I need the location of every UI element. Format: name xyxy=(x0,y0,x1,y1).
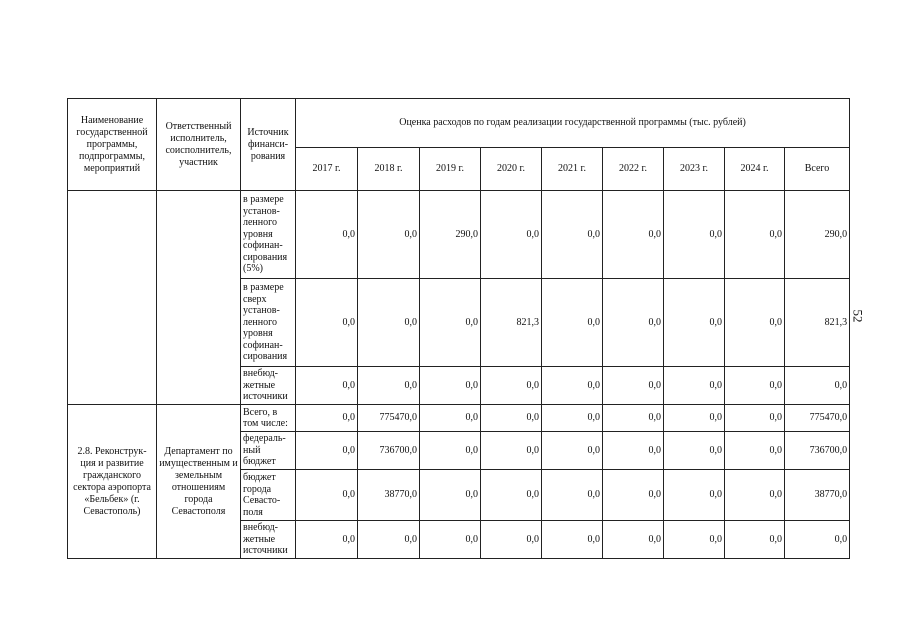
value-cell: 0,0 xyxy=(542,405,603,432)
total-cell: 0,0 xyxy=(785,521,850,559)
total-cell: 0,0 xyxy=(785,367,850,405)
value-cell: 0,0 xyxy=(358,191,420,279)
value-cell: 0,0 xyxy=(725,279,785,367)
source-cell: в размере сверх установ-ленного уровня софинан-сирования xyxy=(241,279,296,367)
header-year: 2019 г. xyxy=(420,148,481,191)
program-name-cell xyxy=(68,191,157,405)
total-cell: 775470,0 xyxy=(785,405,850,432)
header-name-col: Наименование государственной программы, подпрограммы, мероприятий xyxy=(68,99,157,191)
value-cell: 0,0 xyxy=(358,279,420,367)
value-cell: 0,0 xyxy=(420,521,481,559)
header-year: 2023 г. xyxy=(664,148,725,191)
source-cell: бюджет города Севасто-поля xyxy=(241,470,296,521)
value-cell: 0,0 xyxy=(664,279,725,367)
header-year: 2018 г. xyxy=(358,148,420,191)
header-estimate-title: Оценка расходов по годам реализации государственной программы (тыс. рублей) xyxy=(296,99,850,148)
value-cell: 0,0 xyxy=(603,432,664,470)
header-source-col: Источник финанси-рования xyxy=(241,99,296,191)
value-cell: 0,0 xyxy=(420,279,481,367)
value-cell: 0,0 xyxy=(603,405,664,432)
table-row xyxy=(68,405,850,432)
source-cell: федераль-ный бюджет xyxy=(241,432,296,470)
value-cell: 0,0 xyxy=(542,521,603,559)
value-cell: 0,0 xyxy=(420,405,481,432)
value-cell: 0,0 xyxy=(664,521,725,559)
total-cell: 736700,0 xyxy=(785,432,850,470)
budget-table xyxy=(67,98,850,559)
value-cell: 0,0 xyxy=(603,191,664,279)
value-cell: 0,0 xyxy=(358,367,420,405)
value-cell: 0,0 xyxy=(542,191,603,279)
source-cell: в размере установ-ленного уровня софинан-сирования (5%) xyxy=(241,191,296,279)
value-cell: 0,0 xyxy=(725,191,785,279)
value-cell: 0,0 xyxy=(420,432,481,470)
source-cell: внебюд-жетные источники xyxy=(241,367,296,405)
value-cell: 0,0 xyxy=(603,367,664,405)
value-cell: 0,0 xyxy=(725,432,785,470)
header-total: Всего xyxy=(785,148,850,191)
value-cell: 0,0 xyxy=(420,470,481,521)
value-cell: 0,0 xyxy=(725,405,785,432)
value-cell: 0,0 xyxy=(296,279,358,367)
value-cell: 0,0 xyxy=(481,405,542,432)
value-cell: 775470,0 xyxy=(358,405,420,432)
value-cell: 0,0 xyxy=(481,367,542,405)
value-cell: 0,0 xyxy=(420,367,481,405)
value-cell: 0,0 xyxy=(664,470,725,521)
value-cell: 0,0 xyxy=(664,367,725,405)
value-cell: 0,0 xyxy=(603,279,664,367)
source-cell: внебюд-жетные источники xyxy=(241,521,296,559)
value-cell: 0,0 xyxy=(296,521,358,559)
value-cell: 0,0 xyxy=(542,432,603,470)
value-cell: 38770,0 xyxy=(358,470,420,521)
value-cell: 0,0 xyxy=(603,521,664,559)
header-year: 2020 г. xyxy=(481,148,542,191)
total-cell: 821,3 xyxy=(785,279,850,367)
header-executor-col: Ответственный исполнитель, соисполнитель, участник xyxy=(157,99,241,191)
subprogram-name-cell: 2.8. Реконструк-ция и развитие гражданского сектора аэропорта «Бельбек» (г. Севастополь) xyxy=(68,405,157,559)
value-cell: 0,0 xyxy=(296,432,358,470)
value-cell: 0,0 xyxy=(725,521,785,559)
value-cell: 0,0 xyxy=(542,279,603,367)
value-cell: 0,0 xyxy=(296,191,358,279)
value-cell: 0,0 xyxy=(358,521,420,559)
header-year: 2024 г. xyxy=(725,148,785,191)
header-year: 2017 г. xyxy=(296,148,358,191)
value-cell: 0,0 xyxy=(481,521,542,559)
value-cell: 0,0 xyxy=(725,470,785,521)
value-cell: 0,0 xyxy=(296,470,358,521)
header-year: 2021 г. xyxy=(542,148,603,191)
value-cell: 0,0 xyxy=(664,191,725,279)
value-cell: 736700,0 xyxy=(358,432,420,470)
page-number: 52 xyxy=(850,309,866,323)
value-cell: 0,0 xyxy=(664,405,725,432)
value-cell: 821,3 xyxy=(481,279,542,367)
value-cell: 0,0 xyxy=(296,367,358,405)
value-cell: 0,0 xyxy=(664,432,725,470)
total-cell: 38770,0 xyxy=(785,470,850,521)
total-cell: 290,0 xyxy=(785,191,850,279)
value-cell: 0,0 xyxy=(603,470,664,521)
executor-cell: Департамент по имущественным и земельным отношениям города Севастополя xyxy=(157,405,241,559)
value-cell: 0,0 xyxy=(542,367,603,405)
value-cell: 290,0 xyxy=(420,191,481,279)
value-cell: 0,0 xyxy=(296,405,358,432)
table-row xyxy=(68,191,850,279)
header-year: 2022 г. xyxy=(603,148,664,191)
value-cell: 0,0 xyxy=(481,470,542,521)
value-cell: 0,0 xyxy=(725,367,785,405)
source-cell: Всего, в том числе: xyxy=(241,405,296,432)
value-cell: 0,0 xyxy=(481,432,542,470)
value-cell: 0,0 xyxy=(542,470,603,521)
executor-cell xyxy=(157,191,241,405)
value-cell: 0,0 xyxy=(481,191,542,279)
